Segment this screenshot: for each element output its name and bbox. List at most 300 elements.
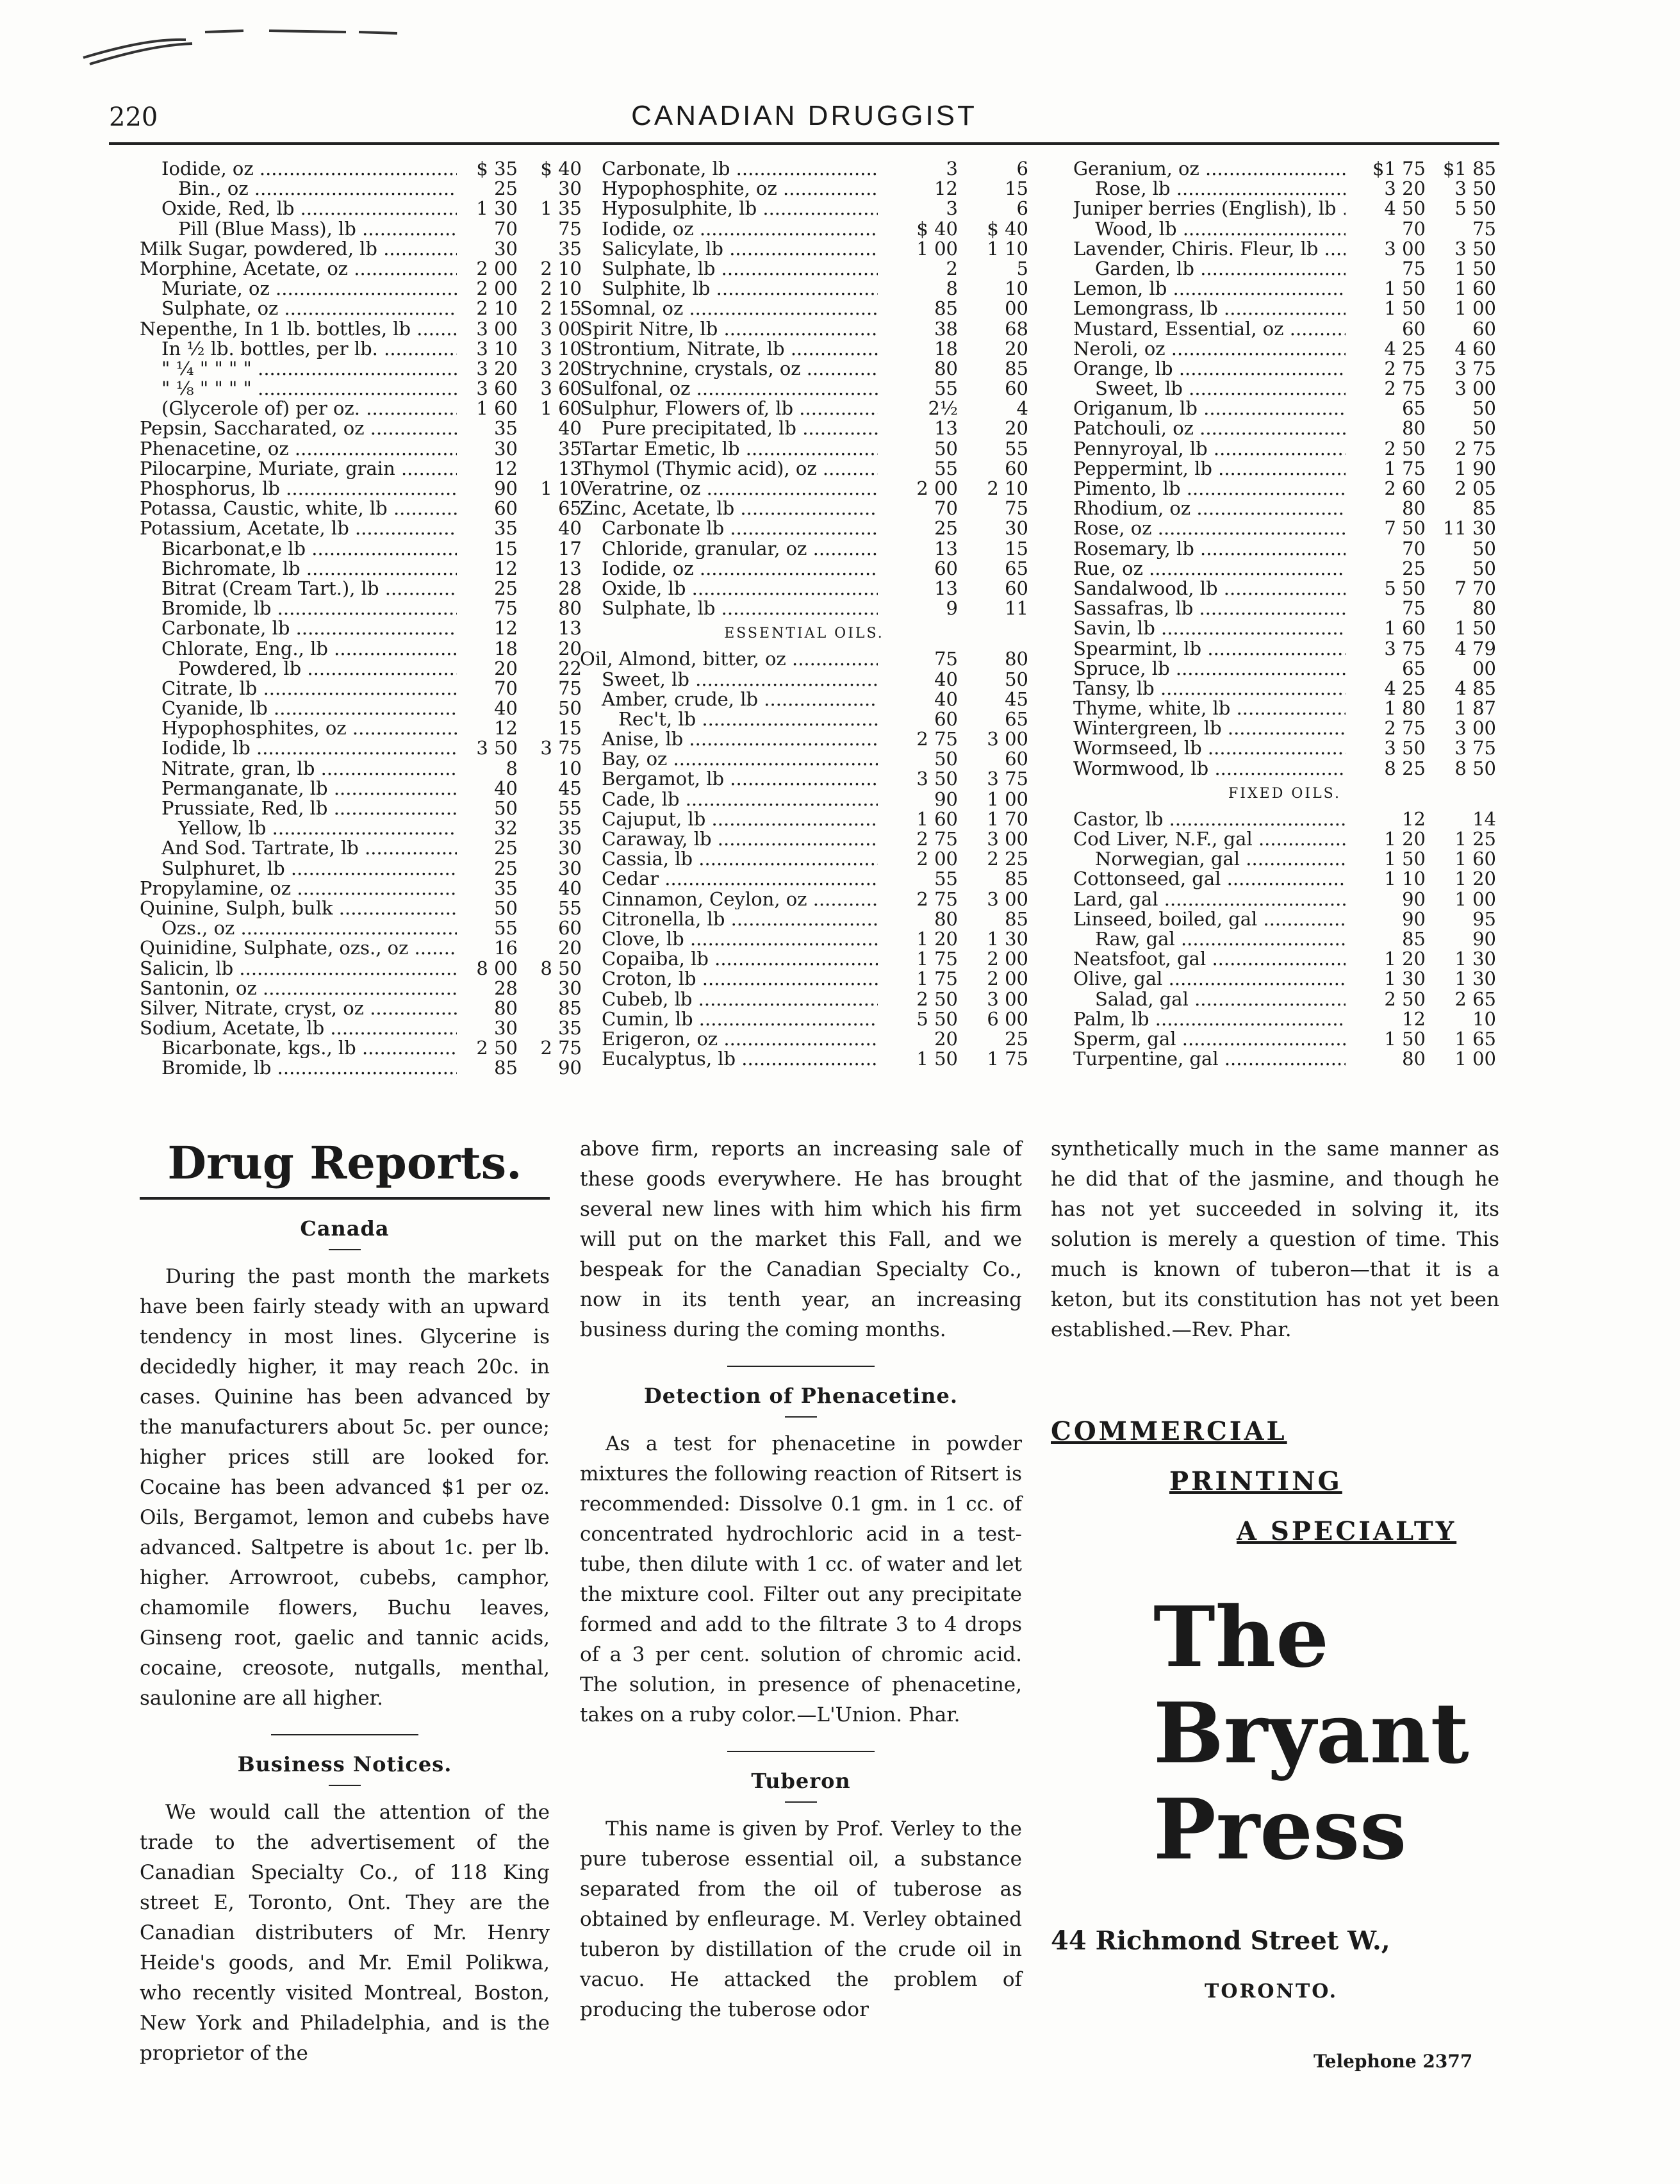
item-name: Pure precipitated, lb ..... bbox=[580, 418, 878, 438]
price-high: 22 bbox=[558, 657, 582, 679]
price-row bbox=[580, 949, 1028, 969]
price-low: 80 bbox=[1402, 497, 1426, 520]
price-high: 3 00 bbox=[540, 317, 582, 340]
price-high: 3 00 bbox=[1454, 377, 1496, 400]
price-high: 1 60 bbox=[1454, 848, 1496, 870]
price-high: 15 bbox=[1005, 178, 1028, 200]
ad-telephone: Telephone 2377 bbox=[1314, 2051, 1473, 2072]
item-name: Iodide, lb ..... bbox=[140, 738, 457, 758]
price-row bbox=[140, 239, 582, 259]
item-name: Prussiate, Red, lb ..... bbox=[140, 798, 457, 818]
item-name: Carbonate lb ..... bbox=[580, 518, 878, 538]
price-low: 65 bbox=[1402, 397, 1426, 420]
price-low: 75 bbox=[1402, 597, 1426, 620]
price-high: 1 30 bbox=[1454, 968, 1496, 990]
item-name: Morphine, Acetate, oz ..... bbox=[140, 259, 457, 279]
price-row bbox=[1073, 299, 1496, 318]
price-high: 1 10 bbox=[987, 237, 1028, 260]
price-high: 1 30 bbox=[987, 927, 1028, 950]
item-name: Bergamot, lb ..... bbox=[580, 769, 878, 789]
price-row bbox=[580, 559, 1028, 579]
price-high: 13 bbox=[558, 457, 582, 479]
price-row bbox=[580, 769, 1028, 789]
price-high: 2 75 bbox=[540, 1037, 582, 1059]
price-row bbox=[140, 159, 582, 179]
price-low: 40 bbox=[494, 777, 518, 799]
price-high: 15 bbox=[1005, 537, 1028, 559]
item-name: Sulphite, lb ..... bbox=[580, 279, 878, 299]
item-name: Wintergreen, lb ..... bbox=[1073, 718, 1346, 738]
price-high: 55 bbox=[1005, 437, 1028, 459]
price-row bbox=[1073, 479, 1496, 499]
item-name: " ¼ " " " " ..... bbox=[140, 359, 457, 379]
price-low: 50 bbox=[494, 897, 518, 919]
price-row bbox=[580, 829, 1028, 849]
price-low: 12 bbox=[1402, 807, 1426, 830]
price-high: 4 60 bbox=[1454, 337, 1496, 360]
price-low: $ 40 bbox=[916, 217, 958, 240]
price-low: 28 bbox=[494, 977, 518, 999]
price-high: 30 bbox=[558, 178, 582, 200]
price-high: 75 bbox=[1472, 217, 1496, 240]
item-name: Cedar ..... bbox=[580, 869, 878, 889]
price-high: 1 20 bbox=[1454, 868, 1496, 890]
item-name: Iodide, oz ..... bbox=[580, 219, 878, 239]
price-row bbox=[1073, 869, 1496, 889]
price-high: $ 40 bbox=[540, 158, 582, 179]
price-row bbox=[140, 399, 582, 418]
price-high: 68 bbox=[1005, 317, 1028, 340]
price-row bbox=[140, 579, 582, 599]
price-high: 35 bbox=[558, 237, 582, 260]
continued-paragraph: above firm, reports an increasing sale of these goods everywhere. He has brought several new lines with him which his firm will put on the market this Fall, and we bespeak for the Canadian Specialty Co., now in its tenth year, an increasing business during the coming months. bbox=[580, 1138, 1022, 1341]
price-section-heading bbox=[580, 618, 1028, 649]
item-name: Sulphate, oz ..... bbox=[140, 299, 457, 318]
tuberon-heading: Tuberon bbox=[751, 1769, 851, 1793]
price-row bbox=[1073, 199, 1496, 219]
price-low: 50 bbox=[494, 797, 518, 819]
item-name: Clove, lb ..... bbox=[580, 929, 878, 949]
item-name: Lemon, lb ..... bbox=[1073, 279, 1346, 299]
price-high: 80 bbox=[1005, 648, 1028, 670]
price-low: 1 75 bbox=[916, 948, 958, 970]
item-name: Neatsfoot, gal ..... bbox=[1073, 949, 1346, 969]
item-name: Palm, lb ..... bbox=[1073, 1009, 1346, 1029]
price-high: 85 bbox=[1005, 357, 1028, 379]
price-row bbox=[580, 649, 1028, 669]
price-high: 10 bbox=[558, 757, 582, 779]
item-name: Strontium, Nitrate, lb ..... bbox=[580, 339, 878, 359]
price-low: 25 bbox=[1402, 557, 1426, 579]
price-low: 5 50 bbox=[1384, 577, 1426, 599]
item-name: Potassa, Caustic, white, lb ..... bbox=[140, 499, 457, 518]
price-high: 30 bbox=[558, 837, 582, 859]
price-row bbox=[1073, 909, 1496, 929]
price-row bbox=[580, 379, 1028, 399]
price-row bbox=[580, 1049, 1028, 1069]
price-row bbox=[580, 709, 1028, 729]
item-name: Sweet, lb ..... bbox=[580, 670, 878, 690]
price-low: 80 bbox=[934, 357, 958, 379]
price-high: 95 bbox=[1472, 907, 1496, 930]
price-low: 18 bbox=[494, 637, 518, 659]
price-high: 2 10 bbox=[540, 257, 582, 279]
price-row bbox=[140, 379, 582, 399]
price-row bbox=[580, 179, 1028, 199]
price-low: 30 bbox=[494, 437, 518, 459]
price-high: 2 75 bbox=[1454, 437, 1496, 459]
price-high: 35 bbox=[558, 817, 582, 840]
price-low: 30 bbox=[494, 237, 518, 260]
item-name: Salicylate, lb ..... bbox=[580, 239, 878, 259]
price-high: 90 bbox=[1472, 927, 1496, 950]
price-row bbox=[140, 479, 582, 499]
price-low: 75 bbox=[1402, 257, 1426, 279]
price-low: 80 bbox=[1402, 417, 1426, 440]
price-high: 3 00 bbox=[987, 828, 1028, 850]
price-low: 60 bbox=[934, 557, 958, 579]
section-heading-label: FIXED OILS. bbox=[1228, 785, 1341, 802]
item-name: Sodium, Acetate, lb ..... bbox=[140, 1018, 457, 1038]
price-low: 70 bbox=[494, 677, 518, 699]
price-row bbox=[580, 199, 1028, 219]
price-row bbox=[1073, 1049, 1496, 1069]
item-name: Spruce, lb ..... bbox=[1073, 659, 1346, 679]
item-name: Mustard, Essential, oz ..... bbox=[1073, 319, 1346, 339]
price-low: 8 00 bbox=[476, 957, 518, 979]
item-name: Pepsin, Saccharated, oz ..... bbox=[140, 418, 457, 438]
price-high: 3 10 bbox=[540, 337, 582, 360]
price-low: 70 bbox=[1402, 217, 1426, 240]
header-rule bbox=[109, 142, 1499, 145]
price-low: 12 bbox=[494, 617, 518, 640]
body-column-1 bbox=[140, 1134, 550, 2069]
price-low: $ 35 bbox=[476, 158, 518, 179]
item-name: Rec't, lb ..... bbox=[580, 709, 878, 729]
price-high: 50 bbox=[1472, 417, 1496, 440]
canada-paragraph: During the past month the markets have been fairly steady with an upward tendency in most lines. Glycerine is decidedly higher, it may reach 20c. in cases. Quinine has been advanced by the manufacturers about 5c. per ounce; higher prices still are looked for. Cocaine has been advanced $1 per oz. Oils, Bergamot, lemon and cubebs have advanced. Saltpetre is about 1c. per lb. higher. Arrowroot, cubebs, camphor, chamomile flowers, Buchu leaves, Ginseng root, gaelic and tannic acids, cocaine, creosote, nutgalls, menthal, saulonine are all higher. bbox=[140, 1265, 550, 1710]
price-high: 14 bbox=[1472, 807, 1496, 830]
price-high: 3 50 bbox=[1454, 178, 1496, 200]
price-high: $ 40 bbox=[987, 217, 1028, 240]
price-row bbox=[580, 299, 1028, 318]
price-high: 3 75 bbox=[987, 768, 1028, 790]
price-row bbox=[1073, 399, 1496, 418]
price-low: 25 bbox=[494, 178, 518, 200]
price-low: 2 00 bbox=[476, 277, 518, 300]
price-row bbox=[580, 809, 1028, 829]
price-high: 50 bbox=[1472, 397, 1496, 420]
price-low: 25 bbox=[494, 857, 518, 879]
price-high: 60 bbox=[1005, 457, 1028, 479]
item-name: Pennyroyal, lb ..... bbox=[1073, 439, 1346, 459]
price-low: 3 20 bbox=[1384, 178, 1426, 200]
price-low: 2 60 bbox=[1384, 477, 1426, 499]
page-number: 220 bbox=[109, 103, 158, 132]
item-name: Wormseed, lb ..... bbox=[1073, 738, 1346, 758]
item-name: Hyposulphite, lb ..... bbox=[580, 199, 878, 219]
item-name: Potassium, Acetate, lb ..... bbox=[140, 518, 457, 538]
price-row bbox=[140, 818, 582, 838]
price-high: 20 bbox=[1005, 417, 1028, 440]
price-high: 1 00 bbox=[987, 788, 1028, 810]
item-name: Orange, lb ..... bbox=[1073, 359, 1346, 379]
price-low: 75 bbox=[934, 648, 958, 670]
price-low: 15 bbox=[494, 537, 518, 559]
price-row bbox=[580, 690, 1028, 709]
price-row bbox=[580, 518, 1028, 538]
price-row bbox=[1073, 518, 1496, 538]
price-high: 60 bbox=[1005, 748, 1028, 770]
price-row bbox=[1073, 339, 1496, 359]
price-low: 8 bbox=[946, 277, 958, 300]
price-high: 8 50 bbox=[540, 957, 582, 979]
price-high: 40 bbox=[558, 877, 582, 899]
item-name: Oxide, Red, lb ..... bbox=[140, 199, 457, 219]
price-low: 40 bbox=[934, 688, 958, 710]
price-high: 55 bbox=[558, 897, 582, 919]
body-column-3 bbox=[1051, 1134, 1499, 1345]
price-row bbox=[140, 738, 582, 758]
price-row bbox=[1073, 379, 1496, 399]
price-low: 25 bbox=[934, 517, 958, 540]
item-name: Bitrat (Cream Tart.), lb ..... bbox=[140, 579, 457, 599]
price-row bbox=[1073, 599, 1496, 618]
price-high: 85 bbox=[1472, 497, 1496, 520]
price-low: 1 20 bbox=[1384, 948, 1426, 970]
item-name: Cumin, lb ..... bbox=[580, 1009, 878, 1029]
item-name: Zinc, Acetate, lb ..... bbox=[580, 499, 878, 518]
item-name: Sulphate, lb ..... bbox=[580, 259, 878, 279]
price-low: 1 10 bbox=[1384, 868, 1426, 890]
price-low: 2 50 bbox=[916, 988, 958, 1010]
item-name: Garden, lb ..... bbox=[1073, 259, 1346, 279]
price-row bbox=[1073, 499, 1496, 518]
price-high: 2 00 bbox=[987, 968, 1028, 990]
price-high: 25 bbox=[1005, 1027, 1028, 1050]
price-low: 60 bbox=[934, 707, 958, 730]
price-high: 4 bbox=[1016, 397, 1028, 420]
price-low: 20 bbox=[934, 1027, 958, 1050]
price-low: 18 bbox=[934, 337, 958, 360]
item-name: (Glycerole of) per oz. ..... bbox=[140, 399, 457, 418]
price-low: 55 bbox=[934, 457, 958, 479]
price-row bbox=[140, 199, 582, 219]
price-low: 5 50 bbox=[916, 1007, 958, 1030]
price-low: 2 00 bbox=[916, 477, 958, 499]
item-name: Thymol (Thymic acid), oz ..... bbox=[580, 459, 878, 479]
item-name: Rose, oz ..... bbox=[1073, 518, 1346, 538]
price-low: 60 bbox=[1402, 317, 1426, 340]
price-low: 2 50 bbox=[1384, 988, 1426, 1010]
item-name: Croton, lb ..... bbox=[580, 969, 878, 989]
price-low: 3 20 bbox=[476, 357, 518, 379]
item-name: And Sod. Tartrate, lb ..... bbox=[140, 838, 457, 858]
price-row bbox=[140, 699, 582, 718]
price-row bbox=[140, 959, 582, 979]
continued-paragraph: synthetically much in the same manner as he did that of the jasmine, and though he has not yet succeeded in solving it, its solution is merely a question of time. This much is known of tuberon—that it is a keton, but its constitution has not yet been established.—Rev. Phar. bbox=[1051, 1138, 1499, 1341]
short-rule bbox=[329, 1249, 361, 1250]
price-low: 3 00 bbox=[1384, 237, 1426, 260]
price-high: 6 bbox=[1016, 197, 1028, 220]
price-low: 2 75 bbox=[916, 828, 958, 850]
price-high: 90 bbox=[558, 1057, 582, 1079]
price-low: 13 bbox=[934, 417, 958, 440]
price-high: 80 bbox=[1472, 597, 1496, 620]
price-high: 50 bbox=[1005, 668, 1028, 690]
price-low: 9 bbox=[946, 597, 958, 620]
price-low: 1 60 bbox=[1384, 617, 1426, 640]
item-name: Origanum, lb ..... bbox=[1073, 399, 1346, 418]
item-name: Chloride, granular, oz ..... bbox=[580, 539, 878, 559]
price-row bbox=[580, 439, 1028, 459]
item-name: Rose, lb ..... bbox=[1073, 179, 1346, 199]
price-low: 40 bbox=[934, 668, 958, 690]
price-low: 2 50 bbox=[1384, 437, 1426, 459]
price-high: 60 bbox=[558, 917, 582, 939]
price-row bbox=[1073, 259, 1496, 279]
ad-name-press: Press bbox=[1153, 1780, 1407, 1878]
section-heading-label: ESSENTIAL OILS. bbox=[724, 625, 884, 642]
price-row bbox=[580, 399, 1028, 418]
item-name: Cubeb, lb ..... bbox=[580, 989, 878, 1009]
price-low: 3 50 bbox=[476, 737, 518, 759]
price-low: 1 30 bbox=[1384, 968, 1426, 990]
price-high: 10 bbox=[1005, 277, 1028, 300]
price-low: 1 30 bbox=[476, 197, 518, 220]
price-low: 85 bbox=[494, 1057, 518, 1079]
item-name: Strychnine, crystals, oz ..... bbox=[580, 359, 878, 379]
price-low: 90 bbox=[494, 477, 518, 499]
item-name: Bay, oz ..... bbox=[580, 749, 878, 769]
price-low: 16 bbox=[494, 937, 518, 959]
price-high: 3 75 bbox=[540, 737, 582, 759]
price-high: 6 00 bbox=[987, 1007, 1028, 1030]
short-rule bbox=[785, 1416, 817, 1418]
item-name: Hypophosphite, oz ..... bbox=[580, 179, 878, 199]
price-high: 5 bbox=[1016, 257, 1028, 279]
price-high: 85 bbox=[1005, 907, 1028, 930]
price-high: 2 00 bbox=[987, 948, 1028, 970]
price-low: 30 bbox=[494, 1017, 518, 1039]
price-row bbox=[1073, 679, 1496, 699]
item-name: Cinnamon, Ceylon, oz ..... bbox=[580, 889, 878, 909]
item-name: Sandalwood, lb ..... bbox=[1073, 579, 1346, 599]
price-row bbox=[580, 869, 1028, 889]
ad-name-the: The bbox=[1153, 1588, 1329, 1686]
price-row bbox=[1073, 459, 1496, 479]
item-name: Copaiba, lb ..... bbox=[580, 949, 878, 969]
item-name: Tartar Emetic, lb ..... bbox=[580, 439, 878, 459]
item-name: Bicarbonat,e lb ..... bbox=[140, 539, 457, 559]
price-high: 1 35 bbox=[540, 197, 582, 220]
price-high: 1 10 bbox=[540, 477, 582, 499]
price-row bbox=[140, 1038, 582, 1058]
price-low: 1 50 bbox=[916, 1048, 958, 1070]
price-low: 90 bbox=[1402, 907, 1426, 930]
item-name: Bromide, lb ..... bbox=[140, 1058, 457, 1078]
price-high: 3 75 bbox=[1454, 737, 1496, 759]
price-high: 8 50 bbox=[1454, 757, 1496, 779]
item-name: Turpentine, gal ..... bbox=[1073, 1049, 1346, 1069]
price-low: 13 bbox=[934, 537, 958, 559]
price-high: 40 bbox=[558, 417, 582, 440]
price-column-3 bbox=[1073, 159, 1496, 1069]
price-row bbox=[140, 998, 582, 1018]
price-row bbox=[1073, 829, 1496, 849]
price-row bbox=[1073, 1029, 1496, 1049]
price-low: 1 75 bbox=[916, 968, 958, 990]
price-low: 55 bbox=[494, 917, 518, 939]
section-rule bbox=[271, 1734, 418, 1735]
price-high: 1 25 bbox=[1454, 828, 1496, 850]
item-name: Thyme, white, lb ..... bbox=[1073, 699, 1346, 718]
price-low: 40 bbox=[494, 697, 518, 720]
price-low: 12 bbox=[494, 557, 518, 579]
price-row bbox=[140, 679, 582, 699]
price-row bbox=[140, 718, 582, 738]
price-high: 3 00 bbox=[1454, 717, 1496, 740]
item-name: Salad, gal ..... bbox=[1073, 989, 1346, 1009]
item-name: Veratrine, oz ..... bbox=[580, 479, 878, 499]
price-low: 75 bbox=[494, 597, 518, 620]
item-name: Rhodium, oz ..... bbox=[1073, 499, 1346, 518]
price-row bbox=[140, 859, 582, 879]
price-low: 25 bbox=[494, 577, 518, 599]
price-high: 45 bbox=[1005, 688, 1028, 710]
price-high: 00 bbox=[1005, 297, 1028, 320]
price-low: 2 00 bbox=[916, 848, 958, 870]
price-low: 8 bbox=[506, 757, 518, 779]
price-row bbox=[140, 938, 582, 958]
price-high: 3 00 bbox=[987, 988, 1028, 1010]
item-name: Carbonate, lb ..... bbox=[140, 618, 457, 638]
price-row bbox=[1073, 929, 1496, 949]
item-name: Oxide, lb ..... bbox=[580, 579, 878, 599]
price-high: 85 bbox=[558, 997, 582, 1019]
price-row bbox=[140, 879, 582, 898]
price-high: 28 bbox=[558, 577, 582, 599]
item-name: Sulfonal, oz ..... bbox=[580, 379, 878, 399]
price-row bbox=[1073, 279, 1496, 299]
short-rule bbox=[785, 1801, 817, 1803]
price-high: 60 bbox=[1005, 577, 1028, 599]
price-low: 1 60 bbox=[476, 397, 518, 420]
price-row bbox=[580, 929, 1028, 949]
price-high: 35 bbox=[558, 1017, 582, 1039]
item-name: Citrate, lb ..... bbox=[140, 679, 457, 699]
price-row bbox=[1073, 738, 1496, 758]
price-high: 1 00 bbox=[1454, 1048, 1496, 1070]
price-low: 65 bbox=[1402, 657, 1426, 679]
price-low: 32 bbox=[494, 817, 518, 840]
item-name: Cassia, lb ..... bbox=[580, 849, 878, 869]
item-name: " ⅛ " " " " ..... bbox=[140, 379, 457, 399]
price-row bbox=[1073, 418, 1496, 438]
price-high: 1 60 bbox=[540, 397, 582, 420]
price-section-heading bbox=[1073, 779, 1496, 809]
price-column-1 bbox=[140, 159, 582, 1079]
price-row bbox=[1073, 539, 1496, 559]
price-high: 2 25 bbox=[987, 848, 1028, 870]
item-name: Erigeron, oz ..... bbox=[580, 1029, 878, 1049]
price-row bbox=[140, 418, 582, 438]
price-high: 10 bbox=[1472, 1007, 1496, 1030]
price-low: 12 bbox=[1402, 1007, 1426, 1030]
item-name: Oil, Almond, bitter, oz ..... bbox=[580, 649, 878, 669]
short-rule bbox=[329, 1785, 361, 1786]
item-name: Lavender, Chiris. Fleur, lb ..... bbox=[1073, 239, 1346, 259]
